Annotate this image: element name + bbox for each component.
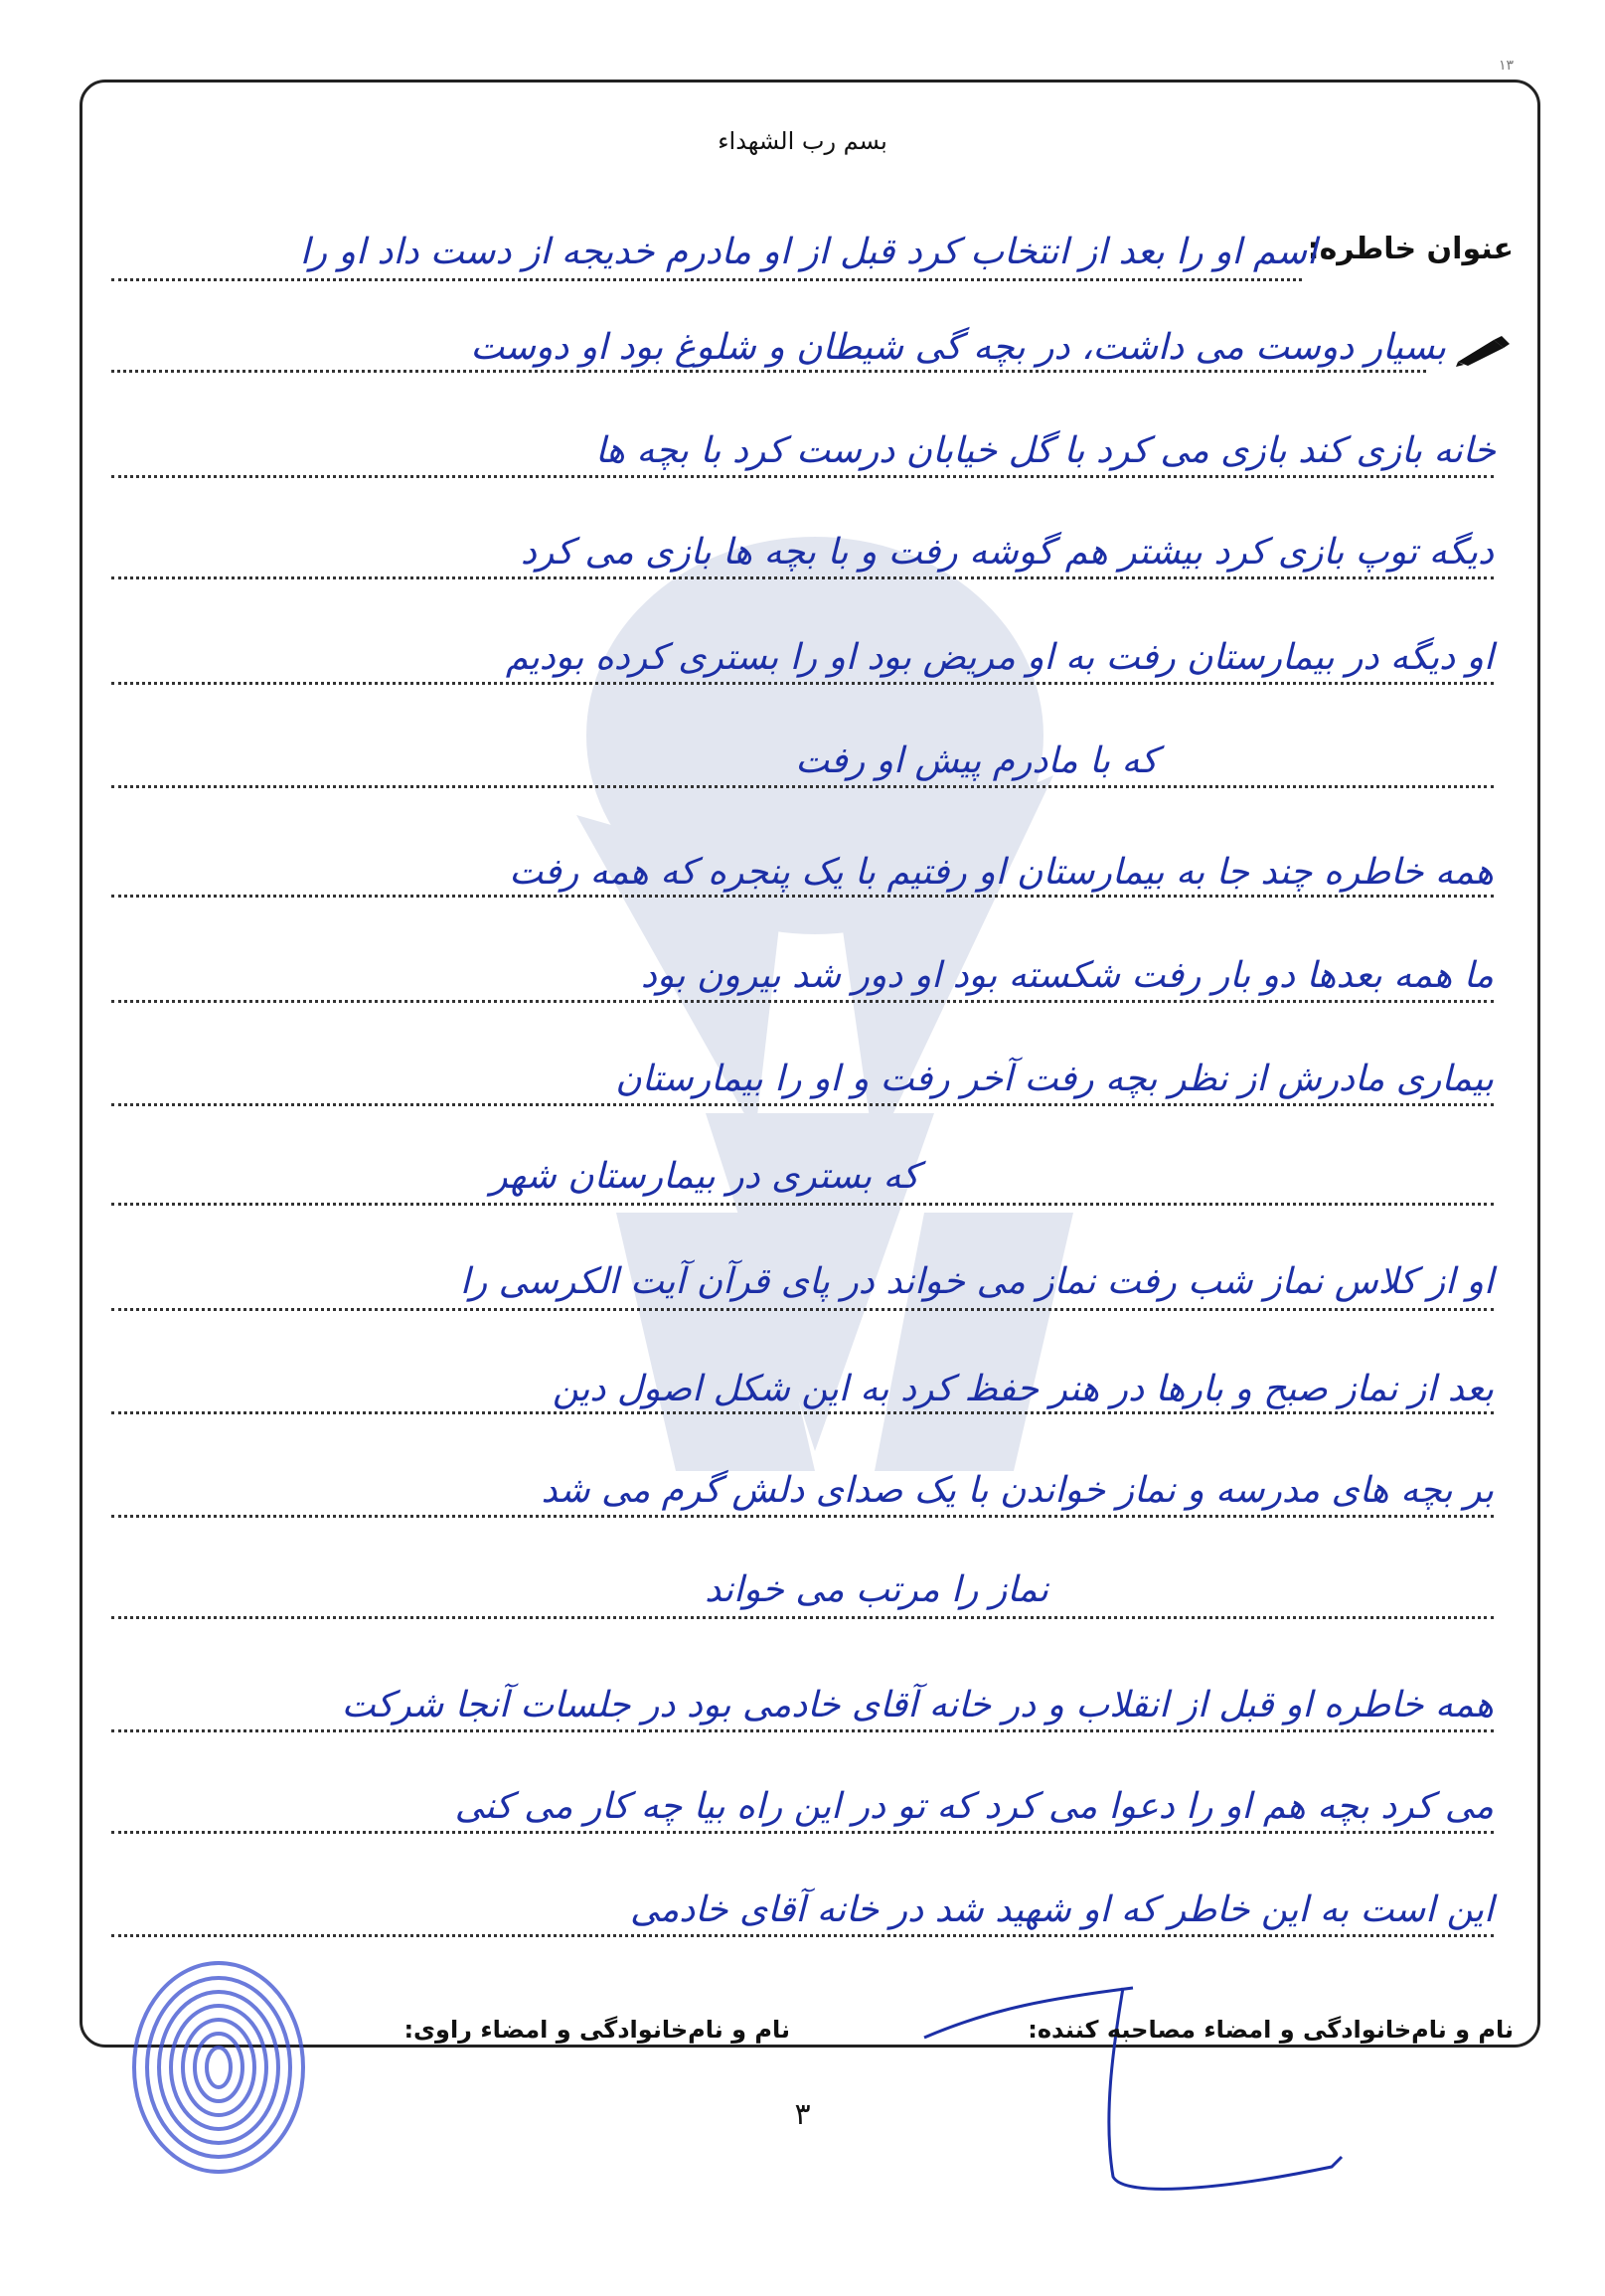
top-corner-number: ۱۳ <box>1498 58 1514 74</box>
handwriting-line-10: که بستری در بیمارستان شهر <box>490 1156 919 1197</box>
ruled-line <box>111 682 1494 685</box>
page-number: ۳ <box>794 2097 811 2132</box>
handwriting-line-7: همه خاطره چند جا به بیمارستان او رفتیم با یک پنجره که همه رفت <box>509 852 1494 893</box>
pen-writing-icon <box>1454 334 1514 368</box>
handwriting-line-4: دیگه توپ بازی کرد بیشتر هم گوشه رفت و با بچه ها بازی می کرد <box>520 532 1494 573</box>
ruled-line <box>111 1103 1494 1106</box>
interviewer-signature-label: نام و نام‌خانوادگی و امضاء مصاحبه کننده: <box>1028 2016 1514 2044</box>
handwriting-line-17: این است به این خاطر که او شهید شد در خانه آقای خادمی <box>629 1889 1494 1930</box>
handwriting-line-11: او از کلاس نماز شب رفت نماز می خواند در پای قرآن آیت الکرسی را <box>459 1261 1494 1302</box>
ruled-line <box>111 576 1494 579</box>
ruled-line <box>111 370 1426 373</box>
ruled-line <box>111 1203 1494 1206</box>
handwritten-signature <box>914 1968 1352 2207</box>
ruled-line <box>111 895 1494 898</box>
ruled-line <box>111 475 1494 478</box>
handwriting-line-14: نماز را مرتب می خواند <box>705 1569 1048 1610</box>
ruled-line <box>111 1000 1494 1003</box>
ruled-line <box>111 1411 1494 1414</box>
ruled-line <box>111 1729 1494 1732</box>
handwriting-line-13: بر بچه های مدرسه و نماز خواندن با یک صدای دلش گرم می شد <box>541 1470 1494 1511</box>
narrator-signature-label: نام و نام‌خانوادگی و امضاء راوی: <box>403 2016 790 2044</box>
handwriting-line-9: بیماری مادرش از نظر بچه رفت آخر رفت و او را بیمارستان <box>615 1059 1494 1099</box>
ruled-line <box>111 1934 1494 1937</box>
handwriting-line-3: خانه بازی کند بازی می کرد با گل خیابان درست کرد با بچه ها <box>595 430 1496 471</box>
handwriting-line-6: که با مادرم پیش او رفت <box>795 740 1158 781</box>
ruled-line <box>111 278 1302 281</box>
ruled-line <box>111 1308 1494 1311</box>
ruled-line <box>111 1515 1494 1518</box>
memory-title-label: عنوان خاطره: <box>1307 232 1514 266</box>
handwriting-line-16: می کرد بچه هم او را دعوا می کرد که تو در این راه بیا چه کار می کنی <box>454 1786 1494 1827</box>
ruled-line <box>111 1616 1494 1619</box>
fingerprint-mark <box>119 1948 318 2177</box>
ruled-line <box>111 1831 1494 1834</box>
handwriting-line-15: همه خاطره او قبل از انقلاب و در خانه آقای خادمی بود در جلسات آنجا شرکت <box>341 1685 1494 1725</box>
handwriting-line-12: بعد از نماز صبح و بارها در هنر حفظ کرد به این شکل اصول دین <box>552 1369 1494 1409</box>
handwriting-line-1: اسم او را بعد از انتخاب کرد قبل از او مادرم خدیجه از دست داد او را <box>299 232 1317 272</box>
handwriting-line-2: بسیار دوست می داشت، در بچه گی شیطان و شلوغ بود او دوست <box>470 327 1446 368</box>
handwriting-line-5: او دیگه در بیمارستان رفت به او مریض بود او را بستری کرده بودیم <box>505 637 1494 678</box>
handwriting-line-8: ما همه بعدها دو بار رفت شکسته بود او دور شد بیرون بود <box>640 955 1494 996</box>
header-title: بسم رب الشهداء <box>718 127 887 155</box>
ruled-line <box>111 785 1494 788</box>
